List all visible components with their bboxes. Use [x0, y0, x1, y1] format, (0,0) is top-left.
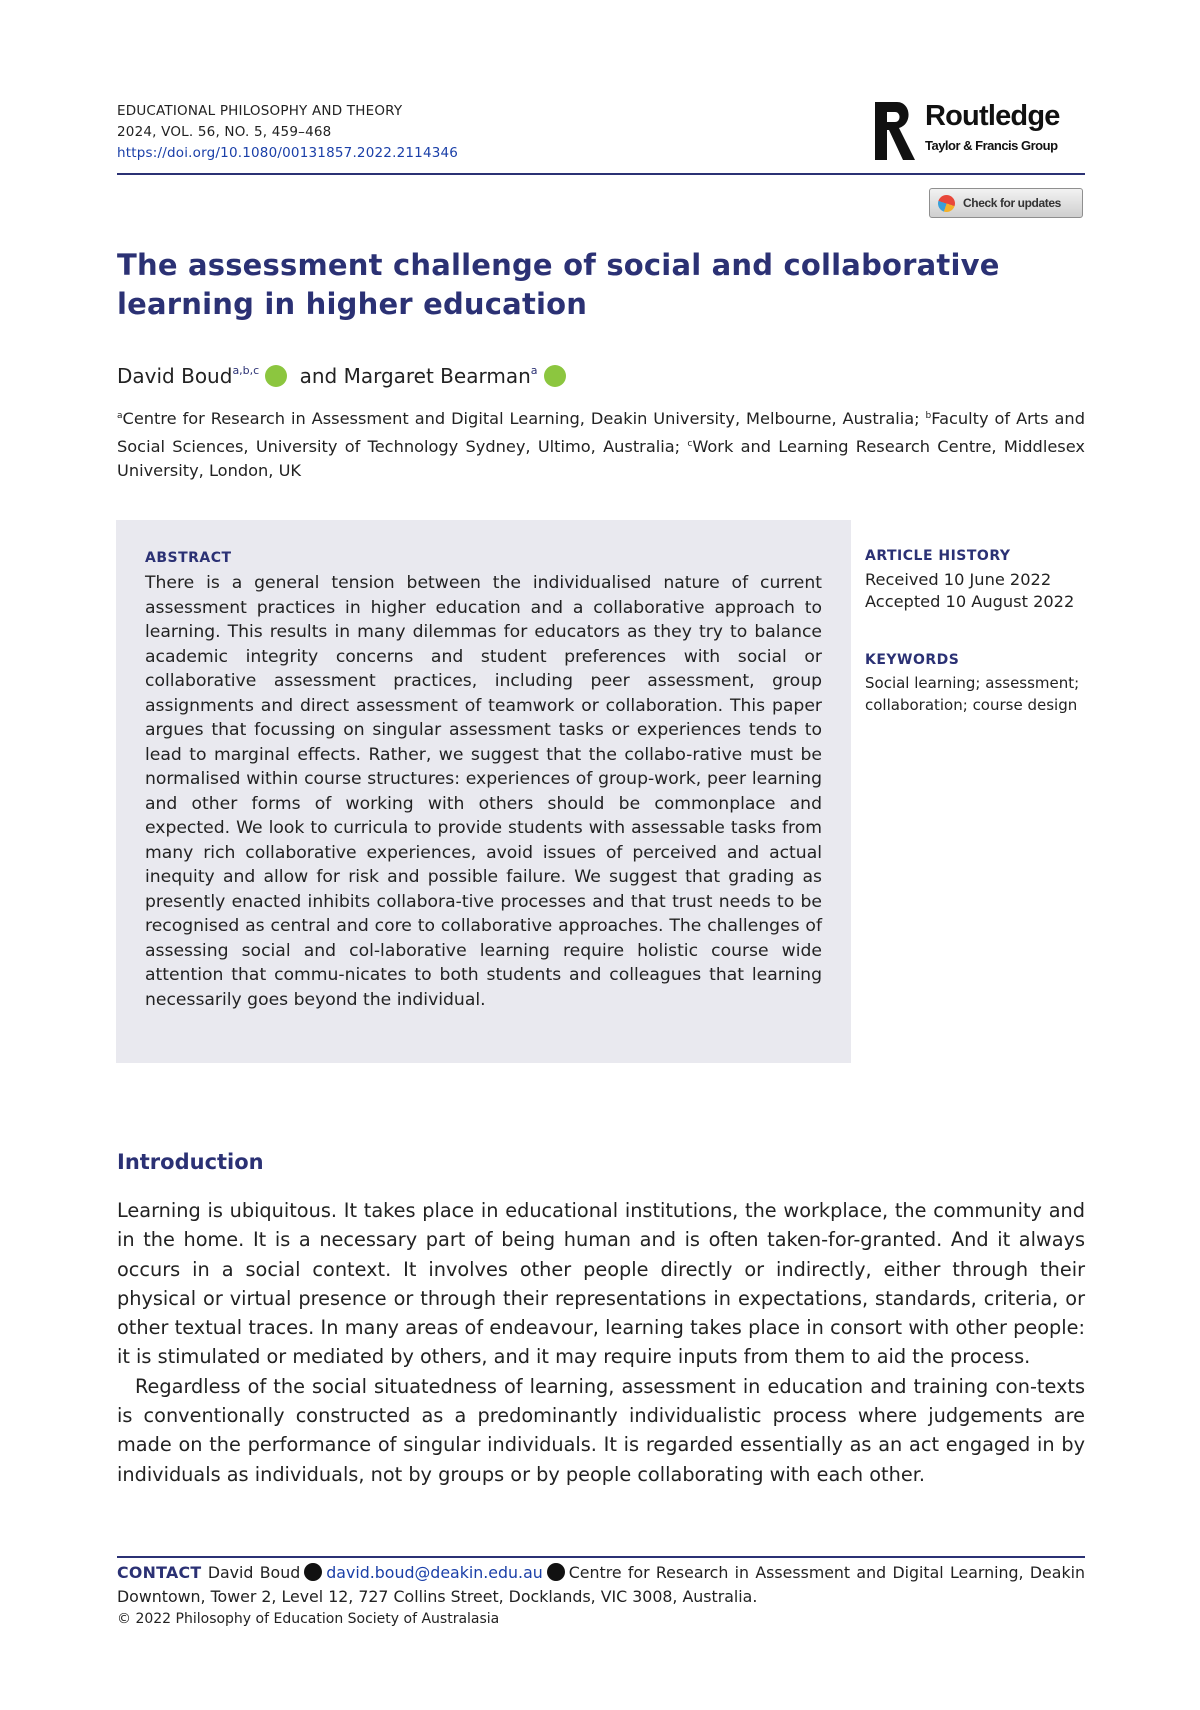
- keywords-list: Social learning; assessment; collaboration; course design: [865, 674, 1080, 714]
- affil-sup: b: [925, 411, 932, 421]
- article-history: [865, 569, 1085, 613]
- introduction-heading: Introduction: [117, 1150, 264, 1174]
- author-name: Margaret Bearman: [343, 364, 531, 388]
- introduction-body: [117, 1196, 1085, 1489]
- header-rule: [117, 173, 1085, 175]
- contact-address: Centre for Research in Assessment and Digital Learning, Deakin Downtown, Tower 2, Level 12, 727 Collins Street, Docklands, VIC 3008, Australia.: [117, 1563, 1085, 1606]
- contact-info: [117, 1561, 1085, 1609]
- journal-header: [117, 101, 458, 164]
- author-conjunction: and: [299, 364, 338, 388]
- journal-name: EDUCATIONAL PHILOSOPHY AND THEORY: [117, 103, 403, 119]
- footer-rule: [117, 1556, 1085, 1558]
- accepted-date: Accepted 10 August 2022: [865, 592, 1075, 611]
- affiliation-a: Centre for Research in Assessment and Digital Learning, Deakin University, Melbourne, Australia;: [122, 409, 920, 428]
- received-date: Received 10 June 2022: [865, 570, 1052, 589]
- author-name: David Boud: [117, 364, 233, 388]
- volume-info: 2024, VOL. 56, NO. 5, 459–468: [117, 124, 332, 140]
- publisher-name: Routledge: [925, 100, 1060, 132]
- check-updates-icon: [938, 195, 955, 212]
- address-icon: [547, 1563, 565, 1581]
- routledge-logo-icon: [873, 100, 917, 162]
- routledge-logo: [873, 100, 1085, 164]
- contact-label: CONTACT: [117, 1563, 202, 1582]
- doi-link[interactable]: https://doi.org/10.1080/00131857.2022.2114346: [117, 145, 459, 161]
- check-updates-button[interactable]: [929, 188, 1083, 218]
- check-updates-label: Check for updates: [963, 196, 1061, 210]
- contact-name: David Boud: [207, 1563, 301, 1582]
- article-history-heading: ARTICLE HISTORY: [865, 548, 1011, 564]
- affil-sup: c: [687, 438, 693, 449]
- paragraph: Learning is ubiquitous. It takes place in educational institutions, the workplace, the community and in the home. It is a necessary part of being human and is often taken-for-granted. And it always occurs in a social context. It involves other people directly or indirectly, either through their physical or virtual presence or through their representations in expectations, standards, criteria, or other textual traces. In many areas of endeavour, learning takes place in consort with other people: it is stimulated or mediated by others, and it may require inputs from them to aid the process.: [117, 1199, 1085, 1369]
- paragraph: Regardless of the social situatedness of learning, assessment in education and training con-texts is conventionally constructed as a predominantly individualistic process where judgements are made on the performance of singular individuals. It is regarded essentially as an act engaged in by individuals as individuals, not by groups or by people collaborating with each other.: [117, 1374, 1085, 1486]
- abstract-text: There is a general tension between the individualised nature of current assessment practices in higher education and a collaborative approach to learning. This results in many dilemmas for educators as they try to balance academic integrity concerns and student preferences with social or collaborative assessment practices, including peer assessment, group assignments and direct assessment of teamwork or collaboration. This paper argues that focussing on singular assessment tasks or experiences tends to lead to marginal effects. Rather, we suggest that the collabo-rative must be normalised within course structures: experiences of group-work, peer learning and other forms of working with others should be commonplace and expected. We look to curricula to provide students with assessable tasks from many rich collaborative experiences, avoid issues of perceived and actual inequity and allow for risk and possible failure. We suggest that grading as presently enacted inhibits collabora-tive processes and that trust needs to be recognised as central and core to collaborative approaches. The challenges of assessing social and col-laborative learning require holistic course wide attention that commu-nicates to both students and colleagues that learning necessarily goes beyond the individual.: [145, 573, 822, 1010]
- orcid-icon[interactable]: [265, 365, 287, 387]
- keywords-heading: KEYWORDS: [865, 652, 960, 668]
- email-icon: [304, 1563, 322, 1581]
- affiliation-c: Work and Learning Research Centre, Middlesex University, London, UK: [117, 436, 1085, 480]
- author-line: [117, 357, 572, 390]
- abstract-heading: ABSTRACT: [145, 550, 232, 566]
- affil-sup: a: [117, 411, 123, 421]
- affiliations: [117, 404, 1085, 484]
- article-title: The assessment challenge of social and collaborative learning in higher education: [117, 248, 1000, 321]
- email-link[interactable]: david.boud@deakin.edu.au: [326, 1563, 543, 1582]
- author-affil-sup: a,b,c: [232, 364, 260, 377]
- affiliation-b: Faculty of Arts and Social Sciences, University of Technology Sydney, Ultimo, Australia;: [117, 409, 1085, 456]
- author-affil-sup: a: [530, 364, 538, 377]
- publisher-subtitle: Taylor & Francis Group: [925, 138, 1058, 153]
- orcid-icon[interactable]: [544, 365, 566, 387]
- copyright: © 2022 Philosophy of Education Society of Australasia: [117, 1611, 500, 1627]
